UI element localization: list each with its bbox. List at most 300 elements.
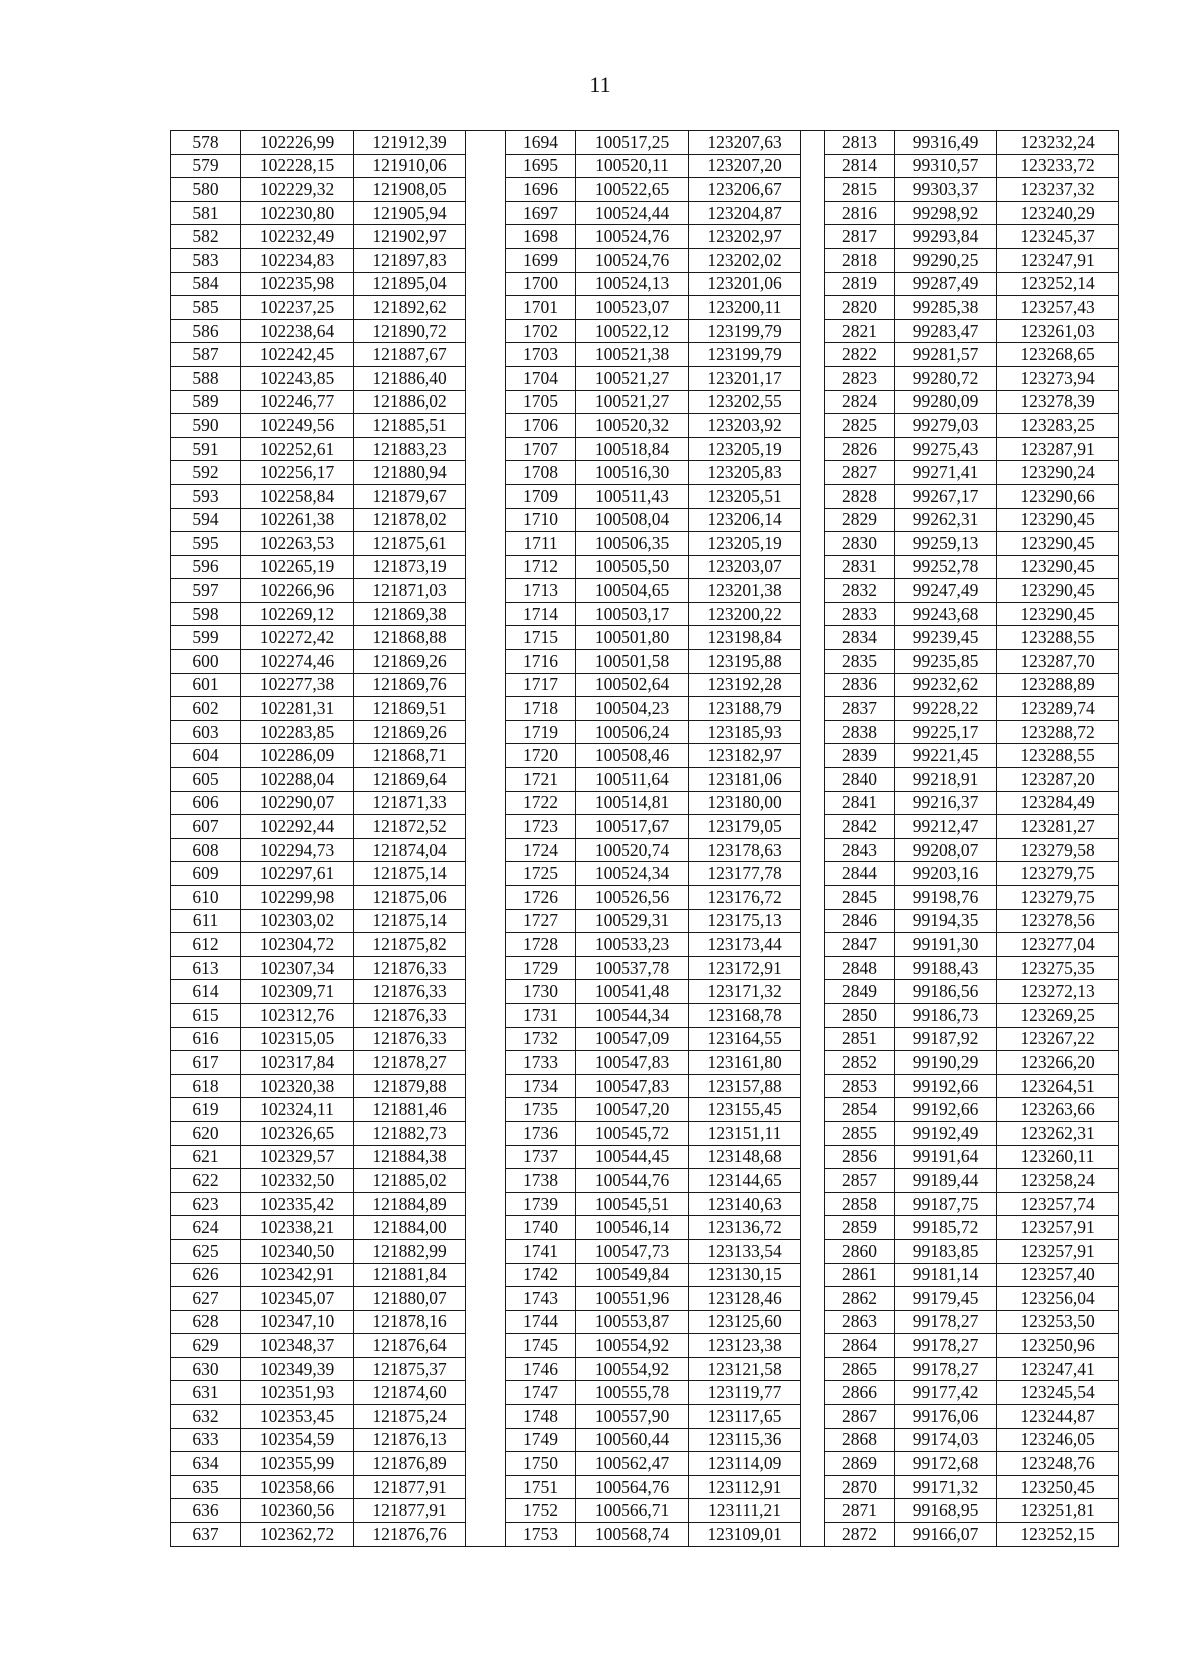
- y-coordinate-cell: 123287,70: [997, 650, 1119, 674]
- y-coordinate-cell: 123275,35: [997, 956, 1119, 980]
- x-coordinate-cell: 99310,57: [895, 154, 997, 178]
- y-coordinate-cell: 121876,13: [354, 1428, 466, 1452]
- y-coordinate-cell: 123246,05: [997, 1428, 1119, 1452]
- column-group-separator: [801, 1216, 825, 1240]
- column-group-separator: [466, 956, 506, 980]
- x-coordinate-cell: 100524,76: [576, 225, 689, 249]
- y-coordinate-cell: 123269,25: [997, 1003, 1119, 1027]
- y-coordinate-cell: 123171,32: [689, 980, 801, 1004]
- x-coordinate-cell: 99225,17: [895, 720, 997, 744]
- column-group-separator: [801, 602, 825, 626]
- point-number-cell: 2872: [825, 1523, 895, 1547]
- y-coordinate-cell: 123204,87: [689, 201, 801, 225]
- point-number-cell: 1708: [506, 461, 576, 485]
- point-number-cell: 2815: [825, 178, 895, 202]
- y-coordinate-cell: 123148,68: [689, 1145, 801, 1169]
- x-coordinate-cell: 99181,14: [895, 1263, 997, 1287]
- y-coordinate-cell: 123200,11: [689, 296, 801, 320]
- point-number-cell: 1704: [506, 366, 576, 390]
- table-row: [171, 1334, 1119, 1358]
- x-coordinate-cell: 102274,46: [241, 650, 354, 674]
- point-number-cell: 1705: [506, 390, 576, 414]
- point-number-cell: 2820: [825, 296, 895, 320]
- y-coordinate-cell: 121884,89: [354, 1192, 466, 1216]
- x-coordinate-cell: 99176,06: [895, 1405, 997, 1429]
- column-group-separator: [466, 508, 506, 532]
- point-number-cell: 1713: [506, 579, 576, 603]
- table-row: [171, 1381, 1119, 1405]
- point-number-cell: 602: [171, 697, 241, 721]
- x-coordinate-cell: 99262,31: [895, 508, 997, 532]
- table-row: [171, 178, 1119, 202]
- column-group-separator: [801, 909, 825, 933]
- x-coordinate-cell: 99172,68: [895, 1452, 997, 1476]
- point-number-cell: 2868: [825, 1428, 895, 1452]
- y-coordinate-cell: 121886,02: [354, 390, 466, 414]
- point-number-cell: 2829: [825, 508, 895, 532]
- column-group-separator: [466, 626, 506, 650]
- x-coordinate-cell: 102315,05: [241, 1027, 354, 1051]
- point-number-cell: 1695: [506, 154, 576, 178]
- point-number-cell: 627: [171, 1287, 241, 1311]
- y-coordinate-cell: 123272,13: [997, 980, 1119, 1004]
- point-number-cell: 1748: [506, 1405, 576, 1429]
- y-coordinate-cell: 121878,16: [354, 1310, 466, 1334]
- column-group-separator: [466, 555, 506, 579]
- x-coordinate-cell: 100506,24: [576, 720, 689, 744]
- x-coordinate-cell: 99281,57: [895, 343, 997, 367]
- x-coordinate-cell: 102348,37: [241, 1334, 354, 1358]
- y-coordinate-cell: 123203,07: [689, 555, 801, 579]
- x-coordinate-cell: 102360,56: [241, 1499, 354, 1523]
- table-row: [171, 248, 1119, 272]
- y-coordinate-cell: 121873,19: [354, 555, 466, 579]
- point-number-cell: 614: [171, 980, 241, 1004]
- x-coordinate-cell: 102226,99: [241, 131, 354, 155]
- y-coordinate-cell: 123136,72: [689, 1216, 801, 1240]
- table-row: [171, 838, 1119, 862]
- y-coordinate-cell: 123185,93: [689, 720, 801, 744]
- x-coordinate-cell: 100537,78: [576, 956, 689, 980]
- table-row: [171, 579, 1119, 603]
- x-coordinate-cell: 99174,03: [895, 1428, 997, 1452]
- point-number-cell: 1711: [506, 532, 576, 556]
- point-number-cell: 2846: [825, 909, 895, 933]
- point-number-cell: 584: [171, 272, 241, 296]
- y-coordinate-cell: 123245,37: [997, 225, 1119, 249]
- column-group-separator: [466, 1051, 506, 1075]
- column-group-separator: [801, 272, 825, 296]
- column-group-separator: [466, 1027, 506, 1051]
- table-row: [171, 862, 1119, 886]
- x-coordinate-cell: 100508,04: [576, 508, 689, 532]
- x-coordinate-cell: 99178,27: [895, 1310, 997, 1334]
- x-coordinate-cell: 102286,09: [241, 744, 354, 768]
- point-number-cell: 1696: [506, 178, 576, 202]
- x-coordinate-cell: 102266,96: [241, 579, 354, 603]
- column-group-separator: [801, 319, 825, 343]
- point-number-cell: 1733: [506, 1051, 576, 1075]
- column-group-separator: [466, 1334, 506, 1358]
- point-number-cell: 2844: [825, 862, 895, 886]
- column-group-separator: [466, 1523, 506, 1547]
- point-number-cell: 2870: [825, 1475, 895, 1499]
- x-coordinate-cell: 100545,72: [576, 1121, 689, 1145]
- y-coordinate-cell: 123263,66: [997, 1098, 1119, 1122]
- column-group-separator: [466, 1121, 506, 1145]
- x-coordinate-cell: 100547,09: [576, 1027, 689, 1051]
- x-coordinate-cell: 102345,07: [241, 1287, 354, 1311]
- y-coordinate-cell: 121874,60: [354, 1381, 466, 1405]
- x-coordinate-cell: 99208,07: [895, 838, 997, 862]
- y-coordinate-cell: 123290,45: [997, 555, 1119, 579]
- point-number-cell: 2834: [825, 626, 895, 650]
- x-coordinate-cell: 99186,73: [895, 1003, 997, 1027]
- point-number-cell: 1694: [506, 131, 576, 155]
- x-coordinate-cell: 102329,57: [241, 1145, 354, 1169]
- point-number-cell: 1752: [506, 1499, 576, 1523]
- point-number-cell: 1712: [506, 555, 576, 579]
- x-coordinate-cell: 99298,92: [895, 201, 997, 225]
- point-number-cell: 618: [171, 1074, 241, 1098]
- y-coordinate-cell: 121869,26: [354, 720, 466, 744]
- x-coordinate-cell: 100547,20: [576, 1098, 689, 1122]
- y-coordinate-cell: 123283,25: [997, 414, 1119, 438]
- x-coordinate-cell: 102258,84: [241, 484, 354, 508]
- y-coordinate-cell: 123288,72: [997, 720, 1119, 744]
- y-coordinate-cell: 123182,97: [689, 744, 801, 768]
- column-group-separator: [801, 1239, 825, 1263]
- x-coordinate-cell: 100501,80: [576, 626, 689, 650]
- table-row: [171, 1098, 1119, 1122]
- point-number-cell: 609: [171, 862, 241, 886]
- column-group-separator: [466, 862, 506, 886]
- column-group-separator: [466, 1239, 506, 1263]
- x-coordinate-cell: 102362,72: [241, 1523, 354, 1547]
- y-coordinate-cell: 123195,88: [689, 650, 801, 674]
- x-coordinate-cell: 102261,38: [241, 508, 354, 532]
- table-row: [171, 343, 1119, 367]
- x-coordinate-cell: 99192,66: [895, 1074, 997, 1098]
- x-coordinate-cell: 99267,17: [895, 484, 997, 508]
- x-coordinate-cell: 102354,59: [241, 1428, 354, 1452]
- point-number-cell: 2858: [825, 1192, 895, 1216]
- y-coordinate-cell: 121905,94: [354, 201, 466, 225]
- point-number-cell: 2852: [825, 1051, 895, 1075]
- y-coordinate-cell: 123201,17: [689, 366, 801, 390]
- point-number-cell: 605: [171, 768, 241, 792]
- point-number-cell: 2823: [825, 366, 895, 390]
- point-number-cell: 1746: [506, 1357, 576, 1381]
- column-group-separator: [801, 1169, 825, 1193]
- x-coordinate-cell: 100545,51: [576, 1192, 689, 1216]
- page-number: 11: [589, 72, 611, 97]
- point-number-cell: 1739: [506, 1192, 576, 1216]
- x-coordinate-cell: 100564,76: [576, 1475, 689, 1499]
- point-number-cell: 2839: [825, 744, 895, 768]
- table-row: [171, 1499, 1119, 1523]
- y-coordinate-cell: 123202,97: [689, 225, 801, 249]
- x-coordinate-cell: 100547,83: [576, 1074, 689, 1098]
- table-row: [171, 555, 1119, 579]
- point-number-cell: 619: [171, 1098, 241, 1122]
- x-coordinate-cell: 102355,99: [241, 1452, 354, 1476]
- y-coordinate-cell: 123151,11: [689, 1121, 801, 1145]
- column-group-separator: [801, 1121, 825, 1145]
- y-coordinate-cell: 123205,51: [689, 484, 801, 508]
- point-number-cell: 590: [171, 414, 241, 438]
- table-row: [171, 201, 1119, 225]
- column-group-separator: [466, 1192, 506, 1216]
- point-number-cell: 633: [171, 1428, 241, 1452]
- point-number-cell: 2821: [825, 319, 895, 343]
- x-coordinate-cell: 99316,49: [895, 131, 997, 155]
- point-number-cell: 1701: [506, 296, 576, 320]
- point-number-cell: 617: [171, 1051, 241, 1075]
- column-group-separator: [466, 1475, 506, 1499]
- x-coordinate-cell: 100522,65: [576, 178, 689, 202]
- table-row: [171, 886, 1119, 910]
- column-group-separator: [801, 343, 825, 367]
- table-row: [171, 602, 1119, 626]
- point-number-cell: 616: [171, 1027, 241, 1051]
- x-coordinate-cell: 102304,72: [241, 933, 354, 957]
- y-coordinate-cell: 123115,36: [689, 1428, 801, 1452]
- point-number-cell: 2831: [825, 555, 895, 579]
- point-number-cell: 595: [171, 532, 241, 556]
- coordinates-table-body: [171, 131, 1119, 1547]
- x-coordinate-cell: 102294,73: [241, 838, 354, 862]
- y-coordinate-cell: 121892,62: [354, 296, 466, 320]
- x-coordinate-cell: 102297,61: [241, 862, 354, 886]
- x-coordinate-cell: 99188,43: [895, 956, 997, 980]
- point-number-cell: 611: [171, 909, 241, 933]
- y-coordinate-cell: 121897,83: [354, 248, 466, 272]
- y-coordinate-cell: 121910,06: [354, 154, 466, 178]
- x-coordinate-cell: 100554,92: [576, 1334, 689, 1358]
- y-coordinate-cell: 123207,20: [689, 154, 801, 178]
- point-number-cell: 597: [171, 579, 241, 603]
- point-number-cell: 1700: [506, 272, 576, 296]
- point-number-cell: 621: [171, 1145, 241, 1169]
- table-row: [171, 225, 1119, 249]
- y-coordinate-cell: 123279,75: [997, 862, 1119, 886]
- point-number-cell: 2863: [825, 1310, 895, 1334]
- x-coordinate-cell: 99187,92: [895, 1027, 997, 1051]
- y-coordinate-cell: 121875,06: [354, 886, 466, 910]
- point-number-cell: 608: [171, 838, 241, 862]
- x-coordinate-cell: 100544,34: [576, 1003, 689, 1027]
- x-coordinate-cell: 99189,44: [895, 1169, 997, 1193]
- table-row: [171, 1121, 1119, 1145]
- x-coordinate-cell: 100549,84: [576, 1263, 689, 1287]
- column-group-separator: [466, 579, 506, 603]
- table-row: [171, 1357, 1119, 1381]
- y-coordinate-cell: 123205,83: [689, 461, 801, 485]
- column-group-separator: [466, 390, 506, 414]
- x-coordinate-cell: 102347,10: [241, 1310, 354, 1334]
- x-coordinate-cell: 100533,23: [576, 933, 689, 957]
- x-coordinate-cell: 100541,48: [576, 980, 689, 1004]
- y-coordinate-cell: 123192,28: [689, 673, 801, 697]
- column-group-separator: [801, 720, 825, 744]
- point-number-cell: 2830: [825, 532, 895, 556]
- point-number-cell: 2814: [825, 154, 895, 178]
- y-coordinate-cell: 121876,33: [354, 956, 466, 980]
- y-coordinate-cell: 123257,91: [997, 1239, 1119, 1263]
- point-number-cell: 2867: [825, 1405, 895, 1429]
- y-coordinate-cell: 121878,27: [354, 1051, 466, 1075]
- point-number-cell: 2841: [825, 791, 895, 815]
- point-number-cell: 2861: [825, 1263, 895, 1287]
- point-number-cell: 2850: [825, 1003, 895, 1027]
- y-coordinate-cell: 123207,63: [689, 131, 801, 155]
- x-coordinate-cell: 102238,64: [241, 319, 354, 343]
- y-coordinate-cell: 121881,46: [354, 1098, 466, 1122]
- point-number-cell: 2853: [825, 1074, 895, 1098]
- table-row: [171, 1452, 1119, 1476]
- x-coordinate-cell: 99185,72: [895, 1216, 997, 1240]
- y-coordinate-cell: 123203,92: [689, 414, 801, 438]
- point-number-cell: 1698: [506, 225, 576, 249]
- y-coordinate-cell: 121890,72: [354, 319, 466, 343]
- point-number-cell: 2835: [825, 650, 895, 674]
- y-coordinate-cell: 123157,88: [689, 1074, 801, 1098]
- x-coordinate-cell: 102335,42: [241, 1192, 354, 1216]
- point-number-cell: 1743: [506, 1287, 576, 1311]
- y-coordinate-cell: 123257,43: [997, 296, 1119, 320]
- column-group-separator: [466, 1357, 506, 1381]
- y-coordinate-cell: 123284,49: [997, 791, 1119, 815]
- point-number-cell: 599: [171, 626, 241, 650]
- point-number-cell: 2849: [825, 980, 895, 1004]
- y-coordinate-cell: 123168,78: [689, 1003, 801, 1027]
- column-group-separator: [466, 768, 506, 792]
- point-number-cell: 2826: [825, 437, 895, 461]
- point-number-cell: 2818: [825, 248, 895, 272]
- column-group-separator: [466, 815, 506, 839]
- x-coordinate-cell: 102307,34: [241, 956, 354, 980]
- point-number-cell: 1741: [506, 1239, 576, 1263]
- point-number-cell: 636: [171, 1499, 241, 1523]
- column-group-separator: [466, 248, 506, 272]
- y-coordinate-cell: 123290,45: [997, 602, 1119, 626]
- y-coordinate-cell: 121885,02: [354, 1169, 466, 1193]
- y-coordinate-cell: 121875,82: [354, 933, 466, 957]
- point-number-cell: 2817: [825, 225, 895, 249]
- table-row: [171, 154, 1119, 178]
- y-coordinate-cell: 123288,55: [997, 744, 1119, 768]
- y-coordinate-cell: 123290,66: [997, 484, 1119, 508]
- y-coordinate-cell: 121869,76: [354, 673, 466, 697]
- x-coordinate-cell: 100547,83: [576, 1051, 689, 1075]
- point-number-cell: 1736: [506, 1121, 576, 1145]
- x-coordinate-cell: 99192,49: [895, 1121, 997, 1145]
- y-coordinate-cell: 121868,88: [354, 626, 466, 650]
- point-number-cell: 2865: [825, 1357, 895, 1381]
- y-coordinate-cell: 121869,64: [354, 768, 466, 792]
- table-row: [171, 1310, 1119, 1334]
- x-coordinate-cell: 102340,50: [241, 1239, 354, 1263]
- x-coordinate-cell: 100508,46: [576, 744, 689, 768]
- y-coordinate-cell: 123251,81: [997, 1499, 1119, 1523]
- point-number-cell: 2845: [825, 886, 895, 910]
- column-group-separator: [801, 1287, 825, 1311]
- point-number-cell: 1709: [506, 484, 576, 508]
- point-number-cell: 630: [171, 1357, 241, 1381]
- table-row: [171, 1239, 1119, 1263]
- y-coordinate-cell: 123202,02: [689, 248, 801, 272]
- x-coordinate-cell: 99232,62: [895, 673, 997, 697]
- x-coordinate-cell: 102309,71: [241, 980, 354, 1004]
- y-coordinate-cell: 123155,45: [689, 1098, 801, 1122]
- column-group-separator: [801, 1357, 825, 1381]
- x-coordinate-cell: 102242,45: [241, 343, 354, 367]
- y-coordinate-cell: 123201,06: [689, 272, 801, 296]
- y-coordinate-cell: 121875,14: [354, 909, 466, 933]
- column-group-separator: [801, 791, 825, 815]
- point-number-cell: 1749: [506, 1428, 576, 1452]
- point-number-cell: 581: [171, 201, 241, 225]
- point-number-cell: 1719: [506, 720, 576, 744]
- x-coordinate-cell: 99239,45: [895, 626, 997, 650]
- y-coordinate-cell: 123257,74: [997, 1192, 1119, 1216]
- x-coordinate-cell: 100524,13: [576, 272, 689, 296]
- y-coordinate-cell: 123199,79: [689, 343, 801, 367]
- point-number-cell: 1729: [506, 956, 576, 980]
- x-coordinate-cell: 99290,25: [895, 248, 997, 272]
- point-number-cell: 583: [171, 248, 241, 272]
- x-coordinate-cell: 102229,32: [241, 178, 354, 202]
- point-number-cell: 601: [171, 673, 241, 697]
- x-coordinate-cell: 102299,98: [241, 886, 354, 910]
- y-coordinate-cell: 121902,97: [354, 225, 466, 249]
- y-coordinate-cell: 121883,23: [354, 437, 466, 461]
- x-coordinate-cell: 99285,38: [895, 296, 997, 320]
- y-coordinate-cell: 123250,96: [997, 1334, 1119, 1358]
- table-row: [171, 1169, 1119, 1193]
- column-group-separator: [801, 815, 825, 839]
- x-coordinate-cell: 102249,56: [241, 414, 354, 438]
- column-group-separator: [466, 366, 506, 390]
- x-coordinate-cell: 102246,77: [241, 390, 354, 414]
- column-group-separator: [466, 1098, 506, 1122]
- x-coordinate-cell: 100544,45: [576, 1145, 689, 1169]
- point-number-cell: 2836: [825, 673, 895, 697]
- table-row: [171, 1074, 1119, 1098]
- x-coordinate-cell: 99303,37: [895, 178, 997, 202]
- point-number-cell: 1723: [506, 815, 576, 839]
- x-coordinate-cell: 99194,35: [895, 909, 997, 933]
- table-row: [171, 626, 1119, 650]
- point-number-cell: 1721: [506, 768, 576, 792]
- y-coordinate-cell: 123260,11: [997, 1145, 1119, 1169]
- y-coordinate-cell: 123258,24: [997, 1169, 1119, 1193]
- x-coordinate-cell: 100524,76: [576, 248, 689, 272]
- y-coordinate-cell: 123250,45: [997, 1475, 1119, 1499]
- column-group-separator: [466, 484, 506, 508]
- table-row: [171, 1145, 1119, 1169]
- x-coordinate-cell: 99192,66: [895, 1098, 997, 1122]
- y-coordinate-cell: 123180,00: [689, 791, 801, 815]
- column-group-separator: [801, 225, 825, 249]
- column-group-separator: [801, 1381, 825, 1405]
- x-coordinate-cell: 99287,49: [895, 272, 997, 296]
- point-number-cell: 1699: [506, 248, 576, 272]
- x-coordinate-cell: 99198,76: [895, 886, 997, 910]
- column-group-separator: [801, 555, 825, 579]
- x-coordinate-cell: 99259,13: [895, 532, 997, 556]
